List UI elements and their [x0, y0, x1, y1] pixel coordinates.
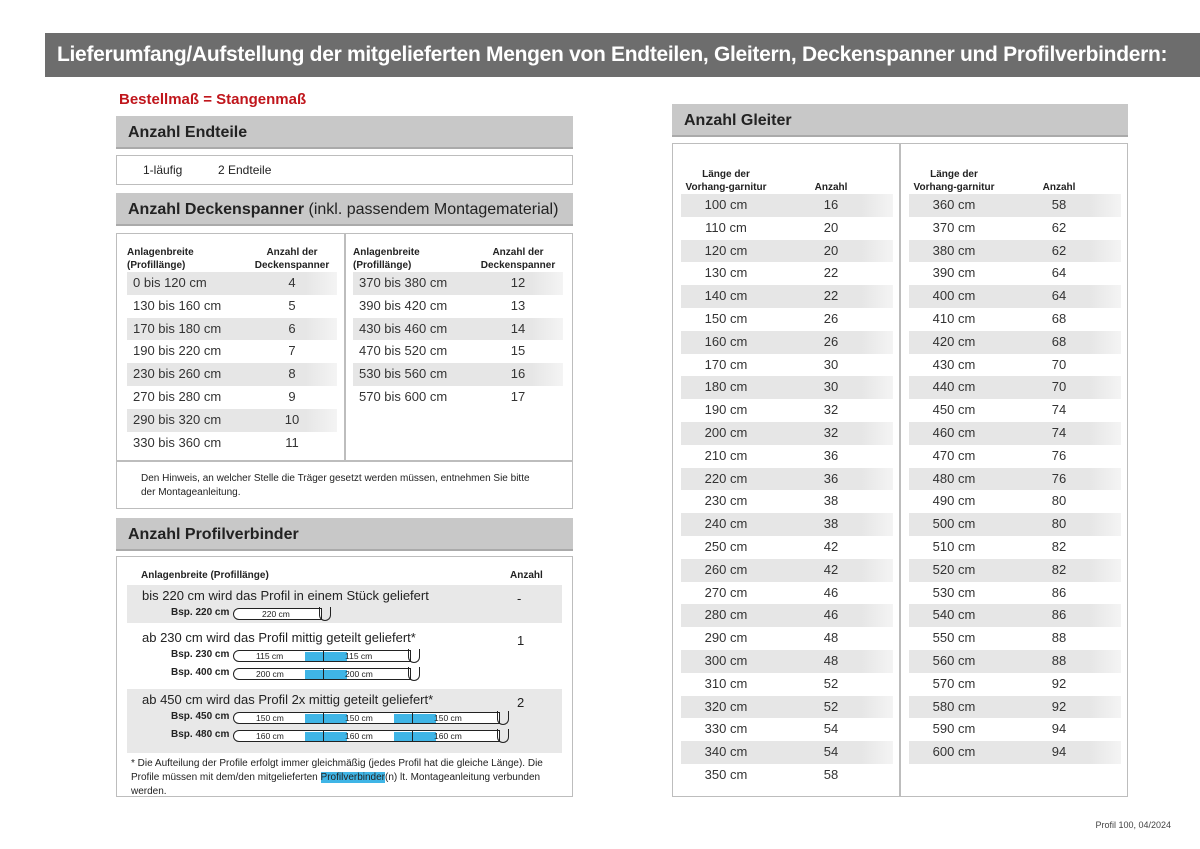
table-row [909, 673, 1121, 696]
table-row [909, 445, 1121, 468]
footnote-text: (n) lt. Montageanleitung verbunden werden. [131, 772, 541, 797]
row-value: 46 [823, 584, 839, 600]
footnote-highlight: Profilverbinder [320, 772, 386, 783]
table-row [909, 536, 1121, 559]
row-label: 390 bis 420 cm [359, 297, 448, 313]
row-label: 190 bis 220 cm [133, 343, 222, 359]
row-label: 430 cm [932, 356, 976, 372]
endteile-value: 2 Endteile [218, 163, 272, 177]
row-value: 10 [284, 411, 300, 427]
table-row [681, 673, 893, 696]
col-header: Anzahl der Deckenspanner [254, 247, 330, 271]
profilverbinder-table [116, 556, 573, 797]
row-value: 30 [823, 379, 839, 395]
row-value: 74 [1051, 402, 1067, 418]
table-row [353, 386, 563, 409]
deckenspanner-title: Anzahl Deckenspanner [128, 201, 305, 218]
row-label: 390 cm [932, 265, 976, 281]
row-value: 36 [823, 447, 839, 463]
row-label: 0 bis 120 cm [133, 275, 207, 290]
row-value: 82 [1051, 561, 1067, 577]
table-row [681, 718, 893, 741]
row-value: 70 [1051, 356, 1067, 372]
col-header: Anzahl der Deckenspanner [480, 247, 556, 271]
row-value: 16 [510, 366, 526, 382]
row-value: 58 [1051, 197, 1067, 212]
row-label: 400 cm [932, 288, 976, 304]
row-label: 340 cm [704, 744, 748, 760]
row-label: 420 cm [932, 333, 976, 349]
deckenspanner-note: Den Hinweis, an welcher Stelle die Träger gesetzt werden müssen, entnehmen Sie bitte der Montageanleitung. [141, 473, 530, 498]
table-row [681, 490, 893, 513]
table-row [681, 650, 893, 673]
profile-diagram [233, 608, 322, 620]
row-label: 600 cm [932, 744, 976, 760]
table-row [909, 354, 1121, 377]
endteile-heading: Anzahl Endteile [116, 116, 573, 149]
row-label: 290 cm [704, 630, 748, 646]
table-row [909, 194, 1121, 217]
table-row [681, 445, 893, 468]
row-label: 550 cm [932, 630, 976, 646]
row-label: 520 cm [932, 561, 976, 577]
end-cap-icon [319, 607, 331, 621]
deckenspanner-table [116, 233, 573, 509]
table-row [681, 285, 893, 308]
table-row [127, 363, 337, 386]
table-row [909, 399, 1121, 422]
connector-mark [305, 714, 347, 723]
table-row [909, 331, 1121, 354]
row-value: 8 [288, 366, 296, 382]
example-label: Bsp. 450 cm [171, 711, 230, 722]
profilverbinder-footnote [131, 757, 561, 799]
col-header: Anlagenbreite (Profillänge) [353, 247, 420, 271]
page-title: Lieferumfang/Aufstellung der mitgelieferten Mengen von Endteilen, Gleitern, Deckenspanner und Profilverbindern: [45, 33, 1200, 77]
profile-diagram [233, 668, 411, 680]
row-label: 170 cm [704, 356, 748, 372]
row-value: 20 [823, 219, 839, 235]
table-row [909, 513, 1121, 536]
table-row [127, 340, 337, 363]
table-row [681, 217, 893, 240]
group-text: ab 230 cm wird das Profil mittig geteilt geliefert* [142, 630, 416, 645]
part-length: 115 cm [256, 651, 284, 661]
row-value: 42 [823, 561, 839, 577]
row-label: 570 cm [932, 675, 976, 691]
end-cap-icon [408, 649, 420, 663]
end-cap-icon [497, 729, 509, 743]
table-row [909, 240, 1121, 263]
row-value: 54 [823, 744, 839, 760]
table-row [681, 331, 893, 354]
row-label: 370 bis 380 cm [359, 275, 448, 290]
row-label: 320 cm [704, 698, 748, 714]
table-row [909, 490, 1121, 513]
row-value: 30 [823, 356, 839, 372]
row-value: 52 [823, 698, 839, 714]
row-value: 13 [510, 297, 526, 313]
row-label: 170 bis 180 cm [133, 320, 222, 336]
row-value: 12 [510, 275, 526, 290]
example-label: Bsp. 230 cm [171, 649, 230, 660]
row-value: 48 [823, 652, 839, 668]
connector-mark [394, 714, 436, 723]
row-value: 26 [823, 333, 839, 349]
row-label: 490 cm [932, 493, 976, 509]
row-label: 270 cm [704, 584, 748, 600]
table-row [127, 409, 337, 432]
table-row [909, 650, 1121, 673]
row-value: 76 [1051, 447, 1067, 463]
connector-mark [305, 732, 347, 741]
row-label: 310 cm [704, 675, 748, 691]
table-row [909, 285, 1121, 308]
part-length: 150 cm [345, 713, 373, 723]
row-value: 36 [823, 470, 839, 486]
connector-mark [305, 652, 347, 661]
table-row [353, 295, 563, 318]
row-label: 120 cm [704, 242, 748, 258]
part-length: 220 cm [262, 609, 290, 619]
footer: Profil 100, 04/2024 [1095, 820, 1171, 830]
endteile-label: 1-läufig [143, 163, 183, 177]
row-value: 64 [1051, 265, 1067, 281]
group-count: 1 [517, 633, 525, 648]
example-label: Bsp. 400 cm [171, 667, 230, 678]
table-row [127, 386, 337, 409]
table-row [909, 741, 1121, 764]
table-row [909, 627, 1121, 650]
row-label: 470 cm [932, 447, 976, 463]
row-label: 110 cm [705, 219, 747, 235]
row-label: 210 cm [704, 447, 748, 463]
part-length: 160 cm [434, 731, 462, 741]
row-label: 220 cm [704, 470, 748, 486]
endteile-box [116, 155, 573, 185]
row-value: 94 [1051, 744, 1067, 760]
row-label: 370 cm [932, 219, 976, 235]
part-length: 150 cm [256, 713, 284, 723]
table-row [681, 604, 893, 627]
row-value: 42 [823, 538, 839, 554]
part-length: 200 cm [345, 669, 373, 679]
row-value: 86 [1051, 607, 1067, 623]
row-label: 350 cm [704, 766, 748, 782]
row-label: 330 cm [704, 721, 748, 737]
table-row [909, 559, 1121, 582]
col-header: Anzahl [1042, 182, 1076, 193]
row-value: 48 [823, 630, 839, 646]
row-label: 180 cm [704, 379, 748, 395]
row-label: 530 bis 560 cm [359, 366, 448, 382]
row-label: 190 cm [704, 402, 748, 418]
row-label: 260 cm [704, 561, 748, 577]
row-value: 70 [1051, 379, 1067, 395]
row-value: 26 [823, 310, 839, 326]
profilverbinder-group [127, 585, 562, 623]
row-value: 74 [1051, 424, 1067, 440]
row-value: 76 [1051, 470, 1067, 486]
connector-mark [305, 670, 347, 679]
table-row [681, 764, 893, 787]
row-label: 160 cm [704, 333, 748, 349]
row-value: 86 [1051, 584, 1067, 600]
group-count: - [517, 591, 522, 606]
group-text: bis 220 cm wird das Profil in einem Stück geliefert [142, 588, 429, 603]
row-label: 510 cm [932, 538, 976, 554]
row-value: 7 [288, 343, 296, 359]
row-label: 440 cm [932, 379, 976, 395]
row-value: 5 [288, 297, 296, 313]
deckenspanner-title-note: (inkl. passendem Montagematerial) [308, 201, 559, 218]
table-row [353, 272, 563, 295]
table-row [681, 262, 893, 285]
table-row [681, 513, 893, 536]
row-label: 540 cm [932, 607, 976, 623]
part-length: 115 cm [345, 651, 373, 661]
row-value: 82 [1051, 538, 1067, 554]
row-value: 38 [823, 516, 839, 532]
row-value: 80 [1051, 493, 1067, 509]
row-label: 530 cm [932, 584, 976, 600]
row-value: 22 [823, 265, 839, 281]
group-count: 2 [517, 695, 525, 710]
table-row [127, 432, 337, 455]
row-label: 280 cm [704, 607, 748, 623]
part-length: 150 cm [434, 713, 462, 723]
part-length: 160 cm [345, 731, 373, 741]
gleiter-heading: Anzahl Gleiter [672, 104, 1128, 137]
row-label: 250 cm [704, 538, 748, 554]
table-row [353, 318, 563, 341]
table-row [909, 422, 1121, 445]
row-label: 140 cm [704, 288, 748, 304]
row-label: 150 cm [704, 310, 748, 326]
row-value: 62 [1051, 242, 1067, 258]
profilverbinder-heading: Anzahl Profilverbinder [116, 518, 573, 551]
part-length: 160 cm [256, 731, 284, 741]
table-row [127, 318, 337, 341]
row-label: 500 cm [932, 516, 976, 532]
table-row [681, 536, 893, 559]
footnote-text: * Die Aufteilung der Profile erfolgt immer gleichmäßig (jedes Profil hat die gleiche Länge). Die Profile müssen mit dem/den mitgelieferten [131, 758, 543, 783]
row-label: 230 bis 260 cm [133, 366, 222, 382]
row-value: 22 [823, 288, 839, 304]
table-row [127, 295, 337, 318]
row-label: 590 cm [932, 721, 976, 737]
row-label: 430 bis 460 cm [359, 320, 448, 336]
table-row [909, 604, 1121, 627]
col-header: Länge der Vorhang-garnitur [685, 169, 767, 193]
table-row [681, 741, 893, 764]
row-value: 68 [1051, 310, 1067, 326]
row-label: 130 bis 160 cm [133, 297, 222, 313]
deckenspanner-heading [116, 193, 573, 226]
table-row [681, 468, 893, 491]
col-header: Anzahl [814, 182, 848, 193]
row-value: 32 [823, 424, 839, 440]
table-row [681, 422, 893, 445]
row-label: 580 cm [932, 698, 976, 714]
row-label: 450 cm [932, 402, 976, 418]
row-label: 480 cm [932, 470, 976, 486]
row-value: 46 [823, 607, 839, 623]
part-length: 200 cm [256, 669, 284, 679]
row-label: 360 cm [932, 197, 976, 212]
table-row [681, 582, 893, 605]
table-row [909, 718, 1121, 741]
row-label: 300 cm [704, 652, 748, 668]
profile-diagram [233, 712, 500, 724]
profilverbinder-group [127, 689, 562, 753]
row-value: 32 [823, 402, 839, 418]
row-value: 88 [1051, 652, 1067, 668]
gleiter-table [672, 143, 1128, 797]
row-value: 4 [288, 275, 296, 290]
row-value: 9 [288, 388, 296, 404]
profile-diagram [233, 730, 500, 742]
row-value: 80 [1051, 516, 1067, 532]
table-row [909, 696, 1121, 719]
end-cap-icon [408, 667, 420, 681]
row-label: 380 cm [932, 242, 976, 258]
example-label: Bsp. 480 cm [171, 729, 230, 740]
bestellmass-note: Bestellmaß = Stangenmaß [119, 91, 307, 108]
row-value: 92 [1051, 675, 1067, 691]
row-value: 54 [823, 721, 839, 737]
row-value: 14 [510, 320, 526, 336]
table-row [353, 363, 563, 386]
table-row [127, 272, 337, 295]
row-value: 6 [288, 320, 296, 336]
row-label: 460 cm [932, 424, 976, 440]
row-value: 58 [823, 766, 839, 782]
table-row [909, 217, 1121, 240]
table-row [353, 340, 563, 363]
row-value: 11 [285, 434, 299, 450]
connector-mark [394, 732, 436, 741]
table-row [909, 582, 1121, 605]
row-value: 88 [1051, 630, 1067, 646]
end-cap-icon [497, 711, 509, 725]
row-label: 410 cm [932, 310, 976, 326]
row-label: 240 cm [704, 516, 748, 532]
table-row [909, 376, 1121, 399]
col-header: Anlagenbreite (Profillänge) [127, 247, 194, 271]
table-row [909, 308, 1121, 331]
table-row [681, 354, 893, 377]
row-value: 38 [823, 493, 839, 509]
row-label: 560 cm [932, 652, 976, 668]
row-value: 52 [823, 675, 839, 691]
table-row [909, 262, 1121, 285]
table-row [681, 627, 893, 650]
row-value: 15 [510, 343, 526, 359]
table-row [681, 194, 893, 217]
col-header: Anlagenbreite (Profillänge) [141, 570, 269, 581]
row-value: 92 [1051, 698, 1067, 714]
row-label: 330 bis 360 cm [133, 434, 222, 450]
row-label: 200 cm [704, 424, 748, 440]
row-label: 270 bis 280 cm [133, 388, 222, 404]
group-text: ab 450 cm wird das Profil 2x mittig geteilt geliefert* [142, 692, 434, 707]
row-value: 16 [823, 197, 839, 212]
row-label: 100 cm [704, 197, 748, 212]
profile-diagram [233, 650, 411, 662]
row-value: 20 [823, 242, 839, 258]
row-value: 17 [510, 388, 526, 404]
row-label: 570 bis 600 cm [359, 388, 448, 404]
row-label: 130 cm [704, 265, 748, 281]
table-row [909, 468, 1121, 491]
table-row [681, 559, 893, 582]
example-label: Bsp. 220 cm [171, 607, 230, 618]
table-row [681, 240, 893, 263]
row-value: 94 [1051, 721, 1067, 737]
row-label: 230 cm [704, 493, 748, 509]
row-value: 62 [1051, 219, 1067, 235]
table-row [681, 399, 893, 422]
col-header: Anzahl [510, 570, 543, 581]
table-row [681, 308, 893, 331]
col-header: Länge der Vorhang-garnitur [913, 169, 995, 193]
row-label: 290 bis 320 cm [133, 411, 222, 427]
row-value: 68 [1051, 333, 1067, 349]
row-value: 64 [1051, 288, 1067, 304]
table-row [681, 696, 893, 719]
profilverbinder-group [127, 627, 562, 687]
row-label: 470 bis 520 cm [359, 343, 448, 359]
table-row [681, 376, 893, 399]
